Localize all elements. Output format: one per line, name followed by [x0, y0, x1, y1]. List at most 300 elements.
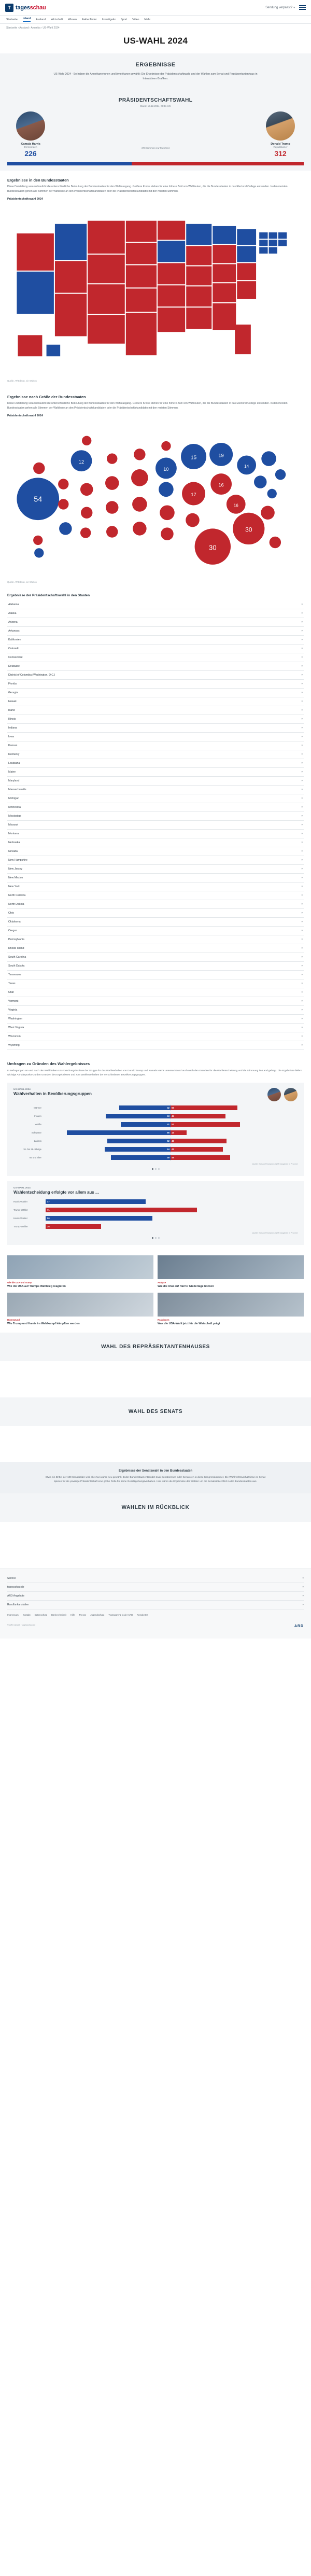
state-row[interactable] — [7, 759, 304, 768]
candidate-party-harris: Demokraten — [24, 146, 37, 149]
chevron-down-icon: ▾ — [301, 788, 303, 791]
poll1-value-harris: 41 — [167, 1123, 169, 1126]
footer-section-row[interactable] — [7, 1574, 304, 1583]
state-row[interactable] — [7, 883, 304, 891]
teaser-image — [7, 1293, 153, 1317]
state-row[interactable] — [7, 636, 304, 645]
state-name: New Hampshire — [8, 858, 27, 862]
svg-text:17: 17 — [191, 492, 196, 498]
nav-item-sport[interactable]: Sport — [120, 18, 128, 21]
poll1-bar-trump — [171, 1122, 240, 1127]
chevron-down-icon: ▾ — [301, 735, 303, 738]
svg-text:19: 19 — [218, 453, 224, 458]
poll2-row — [13, 1199, 298, 1205]
state-row[interactable] — [7, 777, 304, 786]
teaser-image — [158, 1293, 304, 1317]
chevron-down-icon: ▾ — [301, 911, 303, 915]
state-name: Utah — [8, 990, 14, 994]
chevron-down-icon: ▾ — [301, 867, 303, 871]
house-section-title: WAHL DES REPRÄSENTANTENHAUSES — [101, 1343, 210, 1350]
state-row[interactable] — [7, 618, 304, 627]
state-row[interactable] — [7, 715, 304, 724]
state-name: North Carolina — [8, 893, 26, 897]
senate-note — [0, 1462, 311, 1493]
state-row[interactable] — [7, 891, 304, 900]
review-section-body — [0, 1522, 311, 1569]
poll1-row-track — [44, 1154, 298, 1161]
state-name: New Mexico — [8, 876, 23, 879]
logo-text — [16, 5, 46, 11]
poll2-value: 71 — [47, 1209, 50, 1212]
footer-section-row[interactable] — [7, 1601, 304, 1609]
topbar — [0, 0, 311, 16]
nav-item-mehr[interactable]: Mehr — [144, 18, 151, 21]
map2-caption: Quelle: AP/Edison, ein Wahlen — [7, 580, 37, 583]
state-row[interactable] — [7, 689, 304, 697]
chevron-down-icon: ▾ — [301, 832, 303, 835]
footer-link[interactable]: Presse — [79, 1613, 87, 1616]
chevron-down-icon: ▾ — [301, 920, 303, 923]
carousel-dot-1[interactable] — [152, 1168, 153, 1170]
state-row[interactable] — [7, 627, 304, 636]
state-row[interactable] — [7, 874, 304, 883]
poll1-value-trump: 55 — [172, 1106, 174, 1109]
state-row[interactable] — [7, 979, 304, 988]
poll1-value-trump: 46 — [172, 1139, 174, 1142]
state-row[interactable] — [7, 1024, 304, 1032]
state-name: Indiana — [8, 726, 18, 730]
poll1-bar-trump — [171, 1114, 225, 1118]
state-row[interactable] — [7, 838, 304, 847]
poll1-bar-trump — [171, 1155, 230, 1160]
svg-text:30: 30 — [208, 543, 217, 552]
state-row[interactable] — [7, 812, 304, 821]
chevron-down-icon: ▾ — [301, 849, 303, 853]
chevron-down-icon: ▾ — [301, 796, 303, 800]
state-name: Michigan — [8, 796, 19, 800]
map1-description: Diese Darstellung veranschaulicht die unterschiedliche Bedeutung der Bundesstaaten für den Wahlausgang. Größere Kreise stehen für eine höhere Zahl von Wahlleuten, die die Bundesstaaten in das Electoral College entsenden. In den meisten Bundesstaaten gehen alle Stimmen der Wahlleute an den Präsidentschaftskandidaten oder die Präsidentschaftskandidatin mit den meisten Stimmen. — [7, 185, 288, 193]
map-section-states — [0, 171, 311, 387]
presidential-heading: PRÄSIDENTSCHAFTSWAHL — [118, 97, 193, 104]
state-name: Oregon — [8, 929, 18, 932]
breadcrumb-item-1[interactable]: › Ausland — [18, 26, 29, 30]
poll1-row-track — [44, 1138, 298, 1144]
footer-links — [7, 1609, 304, 1617]
state-name: Arizona — [8, 620, 18, 624]
senate-section-band — [0, 1397, 311, 1426]
state-row[interactable] — [7, 794, 304, 803]
logo[interactable] — [5, 4, 46, 12]
state-name: Mississippi — [8, 814, 22, 818]
chevron-down-icon: ▾ — [301, 744, 303, 747]
state-name: West Virginia — [8, 1026, 24, 1029]
state-name: Maryland — [8, 779, 20, 782]
avatar-trump — [266, 111, 295, 141]
nav-item-faktenfinder[interactable]: Faktenfinder — [82, 18, 97, 21]
state-row[interactable] — [7, 1006, 304, 1015]
chevron-down-icon: ▾ — [301, 1043, 303, 1047]
poll1-row-label: Männer — [34, 1106, 41, 1109]
poll2-row — [13, 1215, 298, 1222]
teaser-card[interactable] — [7, 1255, 153, 1289]
chevron-down-icon: ▾ — [301, 664, 303, 668]
state-name: Colorado — [8, 647, 20, 650]
state-name: Louisiana — [8, 761, 20, 765]
breadcrumb-item-2[interactable]: › Amerika — [30, 26, 40, 30]
pres-card-footer-spacer — [0, 165, 311, 171]
nav-item-investigativ[interactable]: Investigativ — [102, 18, 116, 21]
sendung-verpasst-label: Sendung verpasst? — [265, 6, 292, 9]
footer-section-label: Rundfunkanstalten — [7, 1603, 29, 1606]
state-row[interactable] — [7, 997, 304, 1006]
state-row[interactable] — [7, 786, 304, 794]
state-row[interactable] — [7, 944, 304, 953]
carousel2-dot-3[interactable] — [158, 1237, 160, 1239]
chevron-down-icon: ▾ — [301, 982, 303, 985]
presidential-timestamp: Stand: 13.12.2024, 08:11 Uhr — [140, 105, 171, 108]
poll2-bar — [46, 1224, 101, 1229]
state-row[interactable] — [7, 803, 304, 812]
poll1-value-trump: 43 — [172, 1147, 174, 1151]
results-intro-section — [0, 53, 311, 90]
teaser-title: Wie Trump und Harris im Wahlkampf kämpften werden — [7, 1322, 80, 1326]
poll1-bar-harris — [67, 1130, 171, 1135]
carousel-dot-2[interactable] — [155, 1168, 157, 1170]
chevron-down-icon: ▾ — [301, 893, 303, 897]
state-name: Virginia — [8, 1008, 18, 1012]
state-row[interactable] — [7, 1041, 304, 1050]
electoral-vote-bar — [7, 162, 304, 165]
footer-section-row[interactable] — [7, 1592, 304, 1601]
teaser-image — [158, 1255, 304, 1279]
state-name: District of Columbia (Washington, D.C.) — [8, 673, 55, 677]
state-name: Hawaii — [8, 699, 17, 703]
poll1-row-label: Weiße — [35, 1123, 41, 1126]
state-row[interactable] — [7, 768, 304, 777]
state-results-list — [0, 589, 311, 1053]
poll1-row-label: Frauen — [34, 1114, 41, 1117]
breadcrumb-item-0[interactable]: Startseite — [6, 26, 18, 30]
state-row[interactable] — [7, 724, 304, 733]
menu-icon[interactable] — [299, 5, 306, 10]
state-row[interactable] — [7, 830, 304, 838]
carousel2-dot-1[interactable] — [152, 1237, 153, 1239]
poll2-kicker: US-WAHL 2024 — [13, 1186, 31, 1189]
footer-link[interactable]: Datenschutz — [34, 1613, 48, 1616]
teaser-kicker: Analyse — [158, 1281, 166, 1284]
chevron-down-icon: ▾ — [301, 1034, 303, 1038]
footer-bottom — [7, 1617, 304, 1636]
state-name: Texas — [8, 982, 16, 985]
state-name: Nevada — [8, 849, 18, 853]
review-section-band — [0, 1493, 311, 1522]
state-name: Vermont — [8, 999, 19, 1003]
state-row[interactable] — [7, 962, 304, 971]
poll2-bar — [46, 1216, 152, 1221]
poll1-row-label: Schwarze — [31, 1131, 41, 1134]
state-name: Ohio — [8, 911, 14, 915]
house-section-band — [0, 1333, 311, 1361]
state-rows-container — [7, 600, 304, 1050]
poll2-value: 50 — [47, 1217, 50, 1220]
poll2-row-label: Harris-Wähler — [13, 1200, 28, 1203]
chevron-down-icon: ▾ — [301, 1017, 303, 1020]
svg-text:10: 10 — [163, 467, 169, 472]
chevron-down-icon: ▾ — [301, 885, 303, 888]
results-intro-text: US-Wahl 2024 - So haben die Amerikanerinnen und Amerikaner gewählt: Die Ergebnisse der Präsidentschaftswahl und der Wahlen zum Senat und Repräsentantenhaus in Interaktiven Grafiken. — [53, 73, 258, 80]
poll1-row-track — [44, 1104, 298, 1111]
chevron-down-icon: ▾ — [301, 990, 303, 994]
map2-description: Diese Darstellung veranschaulicht die unterschiedliche Bedeutung der Bundesstaaten für den Wahlausgang. Größere Kreise stehen für eine höhere Zahl von Wahlleuten, die die Bundesstaaten in das Electoral College entsenden. In den meisten Bundesstaaten gehen alle Stimmen der Wahlleute an den Präsidentschaftskandidaten oder die Präsidentschaftskandidatin mit den meisten Stimmen. — [7, 402, 288, 410]
state-row[interactable] — [7, 918, 304, 927]
state-row[interactable] — [7, 909, 304, 918]
chevron-down-icon: ▾ — [301, 779, 303, 782]
poll2-carousel-dots[interactable] — [13, 1237, 298, 1239]
teaser-title: Wie die USA auf Trumps Wahlsieg reagieren — [7, 1284, 66, 1288]
majority-label: 270 Stimmen zur Mehrheit — [142, 147, 169, 150]
state-row[interactable] — [7, 706, 304, 715]
state-name: Wyoming — [8, 1043, 20, 1047]
poll1-row-label: 65 und älter — [29, 1156, 41, 1159]
state-row[interactable] — [7, 847, 304, 856]
teaser-card[interactable] — [158, 1293, 304, 1326]
chevron-down-icon: ▾ — [301, 691, 303, 694]
poll2-value: 26 — [47, 1225, 50, 1228]
state-row[interactable] — [7, 697, 304, 706]
poll1-carousel-dots[interactable] — [13, 1168, 298, 1170]
chevron-down-icon: ▾ — [301, 611, 303, 615]
poll2-source: Quelle: Edison Research / NEP, Angaben in Prozent — [252, 1231, 298, 1234]
state-row[interactable] — [7, 927, 304, 935]
footer-link[interactable]: Hilfe — [70, 1613, 75, 1616]
state-row[interactable] — [7, 856, 304, 865]
state-row[interactable] — [7, 953, 304, 962]
chevron-down-icon: ▾ — [301, 814, 303, 818]
state-row[interactable] — [7, 671, 304, 680]
carousel-dot-3[interactable] — [158, 1168, 160, 1170]
senate-section-title: WAHL DES SENATS — [128, 1408, 183, 1415]
avatar-harris — [16, 111, 45, 141]
polls-heading: Umfragen zu Gründen des Wahlergebnisses — [7, 1061, 90, 1066]
poll1-head — [13, 1088, 298, 1101]
svg-text:16: 16 — [233, 503, 238, 508]
chevron-down-icon: ▾ — [293, 6, 295, 9]
state-row[interactable] — [7, 600, 304, 609]
svg-text:30: 30 — [245, 526, 252, 534]
carousel2-dot-2[interactable] — [155, 1237, 157, 1239]
poll1-bar-trump — [171, 1130, 187, 1135]
nav-item-ausland[interactable]: Ausland — [36, 18, 46, 21]
state-row[interactable] — [7, 741, 304, 750]
poll1-row-track — [44, 1129, 298, 1136]
chevron-down-icon: ▾ — [301, 726, 303, 730]
state-row[interactable] — [7, 653, 304, 662]
poll1-row — [13, 1113, 298, 1119]
state-name: Delaware — [8, 664, 20, 668]
nav-item-startseite[interactable]: Startseite — [6, 18, 18, 21]
state-row[interactable] — [7, 750, 304, 759]
footer — [0, 1569, 311, 1639]
state-name: Alaska — [8, 611, 17, 615]
footer-section-row[interactable] — [7, 1583, 304, 1592]
state-name: Massachusetts — [8, 788, 26, 791]
poll1-bar-harris — [111, 1155, 171, 1160]
candidate-trump — [257, 111, 304, 158]
state-name: Washington — [8, 1017, 23, 1020]
poll1-row — [13, 1146, 298, 1153]
map2-label: Präsidentschaftswahl 2024 — [7, 414, 43, 418]
chevron-down-icon: ▾ — [301, 647, 303, 650]
state-name: Kentucky — [8, 752, 20, 756]
chevron-down-icon: ▾ — [301, 1026, 303, 1029]
state-name: Minnesota — [8, 805, 21, 809]
poll1-value-trump: 49 — [172, 1156, 174, 1159]
presidential-result-card — [0, 90, 311, 171]
poll1-bar-harris — [105, 1147, 171, 1152]
footer-link[interactable]: Kontakt — [22, 1613, 31, 1616]
ard-logo: ARD — [294, 1624, 304, 1628]
state-row[interactable] — [7, 865, 304, 874]
poll1-bar-trump — [171, 1105, 237, 1110]
logo-mark-icon: T — [5, 4, 13, 12]
chevron-down-icon: ▾ — [301, 620, 303, 624]
state-row[interactable] — [7, 971, 304, 979]
state-row[interactable] — [7, 662, 304, 671]
candidate-electoral-votes-harris: 226 — [24, 149, 37, 158]
poll1-row — [13, 1104, 298, 1111]
state-row[interactable] — [7, 900, 304, 909]
footer-link[interactable]: Newsletter — [137, 1613, 148, 1616]
poll1-titles — [13, 1088, 92, 1100]
poll1-bar-trump — [171, 1139, 227, 1143]
state-name: Alabama — [8, 603, 19, 606]
poll-card-demographics — [7, 1083, 304, 1176]
state-row[interactable] — [7, 680, 304, 689]
state-name: Kansas — [8, 744, 18, 747]
map1-wrapper[interactable] — [7, 203, 304, 377]
chevron-down-icon: ▾ — [301, 603, 303, 606]
state-row[interactable] — [7, 1032, 304, 1041]
poll2-row — [13, 1224, 298, 1230]
sendung-verpasst-link[interactable] — [265, 6, 295, 9]
poll1-bar-harris — [106, 1114, 171, 1118]
map2-wrapper[interactable] — [7, 419, 304, 578]
svg-text:54: 54 — [34, 495, 43, 504]
us-choropleth-map[interactable] — [7, 203, 304, 377]
candidate-harris — [7, 111, 54, 158]
svg-text:12: 12 — [78, 459, 84, 465]
chevron-down-icon: ▾ — [301, 655, 303, 659]
state-name: North Dakota — [8, 902, 24, 906]
poll1-value-harris: 49 — [167, 1156, 169, 1159]
chevron-down-icon: ▾ — [301, 937, 303, 941]
map1-caption: Quelle: AP/Edison, ein Wahlen — [7, 380, 37, 383]
chevron-down-icon: ▾ — [301, 955, 303, 959]
polls-section — [0, 1053, 311, 1249]
chevron-down-icon: ▾ — [301, 929, 303, 932]
chevron-down-icon: ▾ — [301, 841, 303, 844]
poll1-bars — [13, 1104, 298, 1161]
poll2-row — [13, 1207, 298, 1213]
state-name: New Jersey — [8, 867, 23, 871]
footer-link[interactable]: Barrierefreiheit — [51, 1613, 66, 1616]
poll1-value-harris: 42 — [167, 1106, 169, 1109]
state-row[interactable] — [7, 988, 304, 997]
state-name: Iowa — [8, 735, 14, 738]
electoral-bar-rep — [132, 162, 304, 165]
poll1-value-harris: 52 — [167, 1139, 169, 1142]
footer-section-label: Service — [7, 1576, 16, 1580]
us-cartogram-map[interactable] — [7, 419, 304, 578]
poll1-kicker: US-WAHL 2024 — [13, 1087, 31, 1090]
results-intro-title: ERGEBNISSE — [135, 62, 176, 68]
chevron-down-icon: ▾ — [301, 770, 303, 774]
map1-label: Präsidentschaftswahl 2024 — [7, 198, 43, 201]
footer-link[interactable]: Jugendschutz — [90, 1613, 105, 1616]
breadcrumb-item-3: › US-Wahl 2024 — [41, 26, 59, 30]
state-name: Rhode Island — [8, 946, 24, 950]
nav-item-wissen[interactable]: Wissen — [68, 18, 77, 21]
chevron-down-icon: ▾ — [301, 902, 303, 906]
poll1-value-harris: 53 — [167, 1114, 169, 1117]
footer-link[interactable]: Transparenz in der ARD — [108, 1613, 133, 1616]
state-name: Arkansas — [8, 629, 20, 633]
state-row[interactable] — [7, 935, 304, 944]
poll1-value-trump: 57 — [172, 1123, 174, 1126]
chevron-down-icon: ▾ — [301, 823, 303, 827]
state-row[interactable] — [7, 733, 304, 741]
teaser-kicker: Hintergrund — [7, 1319, 20, 1322]
poll2-row-label: Trump-Wähler — [13, 1225, 28, 1228]
chevron-down-icon: ▾ — [301, 638, 303, 641]
footer-link[interactable]: Impressum — [7, 1613, 19, 1616]
teaser-kicker: Reaktionen — [158, 1319, 169, 1322]
state-row[interactable] — [7, 645, 304, 653]
nav-item-inland[interactable]: Inland — [23, 17, 31, 22]
teaser-card[interactable] — [158, 1255, 304, 1289]
state-row[interactable] — [7, 609, 304, 618]
chevron-down-icon: ▾ — [302, 1603, 304, 1606]
poll1-row-label: Latinos — [34, 1139, 41, 1142]
chevron-down-icon: ▾ — [302, 1585, 304, 1589]
nav-item-wirtschaft[interactable]: Wirtschaft — [50, 18, 63, 21]
state-name: Tennessee — [8, 973, 22, 976]
poll2-row-label: Harris-Wähler — [13, 1217, 28, 1220]
state-name: South Carolina — [8, 955, 26, 959]
state-row[interactable] — [7, 1015, 304, 1024]
teaser-card[interactable] — [7, 1293, 153, 1326]
poll1-bar-trump — [171, 1147, 223, 1152]
poll2-bars — [13, 1199, 298, 1230]
poll1-bar-harris — [121, 1122, 171, 1127]
chevron-down-icon: ▾ — [301, 717, 303, 721]
teaser-image — [7, 1255, 153, 1279]
logo-text-first: tages — [16, 4, 30, 11]
nav-item-video[interactable]: Video — [132, 18, 139, 21]
teaser-grid — [0, 1249, 311, 1333]
avatar-harris-small — [267, 1088, 281, 1101]
electoral-bar-dem — [7, 162, 132, 165]
senate-note-text: Etwa ein Drittel der 100 Senatssitze wird alle zwei Jahre neu gewählt. Jeder Bundesstaat entsendet zwei Senatorinnen oder Senatoren in diese Kongresskammer. Die Wahlrechtsverhältnisse im Senat spielen für die jeweilige Präsidentschaft eine große Rolle für seine Gesetzgebungsvorhaben. Hier wären die Ergebnisse der Wahlen um die Senatssitze 2024 in den Bundesstaaten aus. — [45, 1476, 266, 1483]
state-name: Illinois — [8, 717, 16, 721]
state-name: Florida — [8, 682, 17, 685]
state-name: South Dakota — [8, 964, 25, 968]
chevron-down-icon: ▾ — [301, 1008, 303, 1012]
state-row[interactable] — [7, 821, 304, 830]
chevron-down-icon: ▾ — [302, 1576, 304, 1580]
poll2-title: Wahlentscheidung erfolgte vor allem aus ... — [13, 1189, 99, 1195]
state-name: Nebraska — [8, 841, 20, 844]
